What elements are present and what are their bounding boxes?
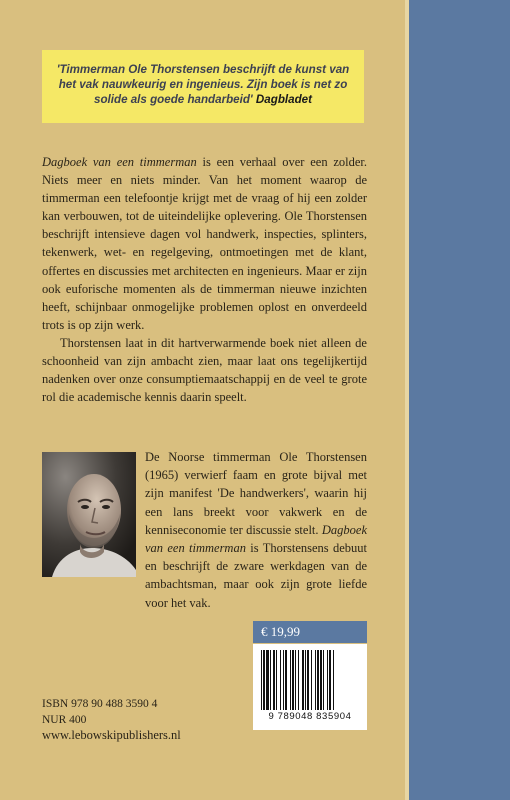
isbn-text: ISBN 978 90 488 3590 4 (42, 698, 158, 710)
bio-book-title: Dagboek van een timmerman (145, 522, 367, 556)
publication-info (42, 697, 242, 744)
book-blurb (42, 153, 367, 406)
author-photo (42, 452, 136, 577)
review-quote-box (42, 50, 364, 123)
blurb-text-1: is een verhaal over een zolder. Niets meer en niets minder. Van het moment waarop de timmerman een telefoontje krijgt met de vraag of hij een zolder kan verbouwen, tot de uiteindelijke oplevering. Ole Thorstensen beschrijft intensieve dagen vol handwerk, inspecties, splinters, tekenwerk, wet- en regelgeving, ontmoetingen met de klant, offertes en discussies met architecten en ingenieurs. Maar er zijn ook euforische momenten als de timmerman nieuwe inzichten heeft, schijnbaar onmogelijke problemen oplost en onverdeeld trots is op zijn werk. (42, 155, 367, 332)
nur-text: NUR 400 (42, 713, 87, 726)
bio-text-a: De Noorse timmerman Ole Thorstensen (1965) verwierf faam en grote bijval met zijn manifest 'De handwerkers', waarin hij een lans breekt voor vakwerk en de kenniseconomie ter discussie stelt. (145, 450, 367, 537)
barcode-box (253, 644, 367, 730)
bio-text-b: is Thorstensens debuut en beschrijft de zware werkdagen van de ambachtsman, maar ook zijn grote liefde voor het vak. (145, 541, 367, 610)
blurb-paragraph-1 (42, 153, 367, 334)
review-quote: 'Timmerman Ole Thorstensen beschrijft de kunst van het vak nauwkeurig en ingenieus. Zijn boek is net zo solide als goede handarbeid' (56, 63, 350, 106)
publisher-website-link[interactable]: www.lebowskipublishers.nl (42, 728, 181, 742)
author-bio (145, 448, 367, 612)
author-portrait-image (42, 452, 136, 577)
barcode-number: 9 789048 835904 (268, 711, 352, 722)
blurb-paragraph-2 (42, 334, 367, 406)
review-source: Dagbladet (255, 93, 312, 106)
blurb-book-title: Dagboek van een timmerman (42, 155, 197, 169)
price-text: € 19,99 (261, 624, 300, 639)
book-spine (409, 0, 510, 800)
blurb-text-2: Thorstensen laat in dit hartverwarmende boek niet alleen de schoonheid van zijn ambacht zien, maar laat ons tegelijkertijd nadenken over onze consumptiemaatschappij en de veel te grote rol die academische kennis daarin speelt. (42, 335, 367, 405)
barcode-icon (259, 650, 361, 710)
price-label (253, 621, 367, 643)
